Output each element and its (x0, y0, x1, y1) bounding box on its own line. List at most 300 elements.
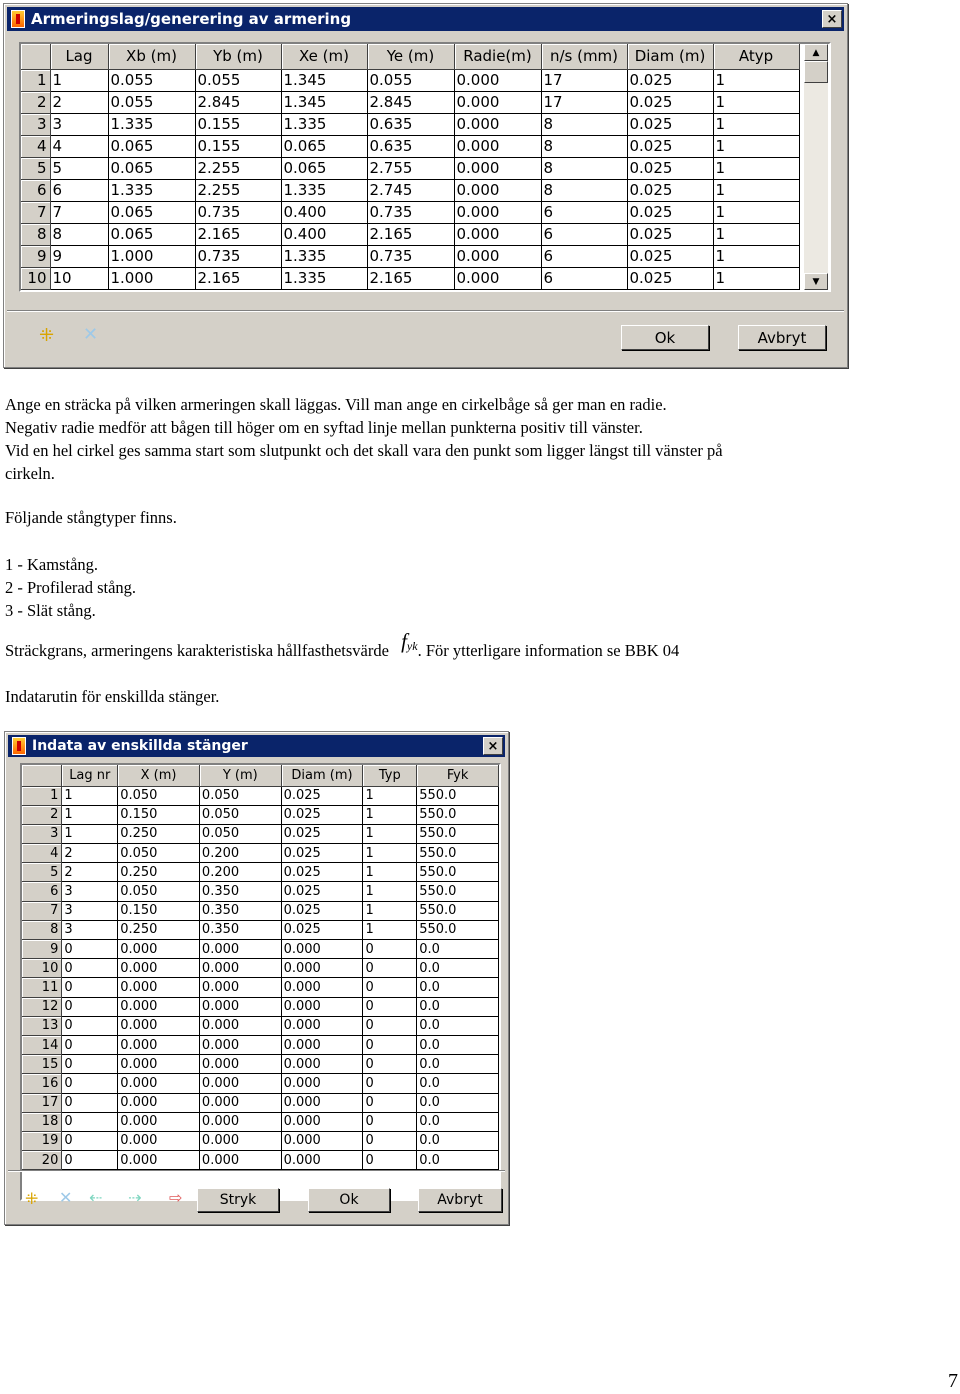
row-header[interactable]: 11 (22, 978, 62, 997)
table-cell[interactable]: 8 (50, 223, 108, 245)
scroll-thumb[interactable] (804, 61, 828, 83)
row-header[interactable]: 4 (21, 135, 50, 157)
table-cell[interactable]: 1 (363, 901, 417, 920)
table-cell[interactable]: 0.400 (281, 201, 367, 223)
column-header[interactable]: Atyp (713, 44, 799, 69)
fyk-letter: f (401, 629, 407, 653)
table-cell[interactable]: 0.025 (627, 179, 713, 201)
table-cell[interactable]: 2.845 (195, 91, 281, 113)
table-cell[interactable]: 0.055 (195, 69, 281, 91)
table-cell[interactable]: 0.065 (108, 135, 195, 157)
table-cell[interactable]: 0.000 (199, 997, 281, 1016)
table-cell[interactable]: 0.065 (108, 157, 195, 179)
table-cell[interactable]: 0.200 (199, 844, 281, 863)
table-cell[interactable]: 0 (363, 978, 417, 997)
column-header[interactable]: Typ (363, 765, 417, 786)
table-cell[interactable]: 0 (363, 940, 417, 959)
table-cell[interactable]: 550.0 (417, 786, 499, 805)
table-cell[interactable]: 0.065 (108, 223, 195, 245)
table-cell[interactable]: 1 (363, 863, 417, 882)
table-cell[interactable]: 0.000 (281, 1093, 363, 1112)
table-cell[interactable]: 0.0 (417, 959, 499, 978)
table-cell[interactable]: 0.000 (199, 940, 281, 959)
table-cell[interactable]: 0.000 (454, 201, 541, 223)
cancel-button[interactable]: Avbryt (418, 1188, 502, 1212)
row-header[interactable]: 4 (22, 844, 62, 863)
table-cell[interactable]: 0.735 (195, 245, 281, 267)
table-cell[interactable]: 0.000 (454, 179, 541, 201)
table-cell[interactable]: 0.025 (281, 844, 363, 863)
table-cell[interactable]: 1 (713, 69, 799, 91)
table-cell[interactable]: 0.025 (627, 201, 713, 223)
table-cell[interactable]: 0 (62, 1131, 118, 1150)
row-header[interactable]: 3 (21, 113, 50, 135)
column-header[interactable]: Fyk (417, 765, 499, 786)
table-cell[interactable]: 8 (541, 113, 627, 135)
table-cell[interactable]: 0.0 (417, 1151, 499, 1170)
table-cell[interactable]: 0.400 (281, 223, 367, 245)
scroll-up-arrow[interactable]: ▲ (804, 44, 828, 61)
table-cell[interactable]: 1.335 (108, 113, 195, 135)
column-header[interactable]: X (m) (118, 765, 200, 786)
table-cell[interactable]: 0.150 (118, 901, 200, 920)
table-cell[interactable]: 7 (50, 201, 108, 223)
row-header[interactable]: 18 (22, 1112, 62, 1131)
table-cell[interactable]: 1.335 (281, 113, 367, 135)
paragraph-bar-types: Följande stångtyper finns. (5, 508, 177, 527)
table-cell[interactable]: 1 (62, 805, 118, 824)
generate-icon[interactable]: ⇨ (169, 1188, 183, 1207)
table-cell[interactable]: 0 (62, 1151, 118, 1170)
table-cell[interactable]: 0.025 (627, 113, 713, 135)
text-line: Negativ radie medför att bågen till höger om en syftad linje mellan punkterna positiv till vänster. (5, 418, 643, 437)
table-cell[interactable]: 0.065 (281, 135, 367, 157)
table-cell[interactable]: 0.000 (199, 1093, 281, 1112)
table-cell[interactable]: 2.745 (367, 179, 454, 201)
row-header[interactable]: 9 (21, 245, 50, 267)
table-cell[interactable]: 0.000 (454, 69, 541, 91)
strength-text: Sträckgrans, armeringens karakteristiska hållfasthetsvärde (5, 641, 389, 660)
table-row (21, 69, 799, 91)
table-cell[interactable]: 0.000 (118, 959, 200, 978)
column-header[interactable]: Yb (m) (195, 44, 281, 69)
column-header[interactable]: Ye (m) (367, 44, 454, 69)
row-header[interactable]: 15 (22, 1055, 62, 1074)
table-cell[interactable]: 0.0 (417, 978, 499, 997)
table-cell[interactable]: 0.0 (417, 1055, 499, 1074)
table-row (22, 997, 499, 1016)
table-cell[interactable]: 0.250 (118, 824, 200, 843)
table-cell[interactable]: 1.345 (281, 91, 367, 113)
ok-button[interactable]: Ok (308, 1188, 390, 1212)
vertical-scrollbar[interactable] (804, 44, 828, 290)
table-cell[interactable]: 1 (713, 179, 799, 201)
table-cell[interactable]: 2.165 (195, 267, 281, 289)
table-cell[interactable]: 0 (62, 997, 118, 1016)
table-cell[interactable]: 0.000 (281, 940, 363, 959)
column-header[interactable]: n/s (mm) (541, 44, 627, 69)
table-cell[interactable]: 0.200 (199, 863, 281, 882)
row-header[interactable]: 19 (22, 1131, 62, 1150)
table-cell[interactable]: 0.000 (118, 940, 200, 959)
table-cell[interactable]: 0.000 (281, 1112, 363, 1131)
table-cell[interactable]: 10 (50, 267, 108, 289)
table-cell[interactable]: 0.000 (199, 1055, 281, 1074)
app-icon (11, 10, 25, 28)
row-header[interactable]: 8 (21, 223, 50, 245)
add-row-icon[interactable]: ⁜ (25, 1189, 39, 1208)
row-header[interactable]: 7 (22, 901, 62, 920)
table-row (22, 959, 499, 978)
table-cell[interactable]: 0.000 (118, 1112, 200, 1131)
table-cell[interactable]: 17 (541, 69, 627, 91)
table-cell[interactable]: 0.000 (454, 157, 541, 179)
table-cell[interactable]: 2.755 (367, 157, 454, 179)
table-cell[interactable]: 550.0 (417, 901, 499, 920)
delete-row-icon[interactable]: ✕ (59, 1188, 73, 1207)
table-cell[interactable]: 0.000 (281, 978, 363, 997)
table-cell[interactable]: 0.0 (417, 940, 499, 959)
table-cell[interactable]: 0 (62, 978, 118, 997)
table-row (22, 1035, 499, 1054)
table-cell[interactable]: 5 (50, 157, 108, 179)
row-header[interactable]: 13 (22, 1016, 62, 1035)
table-cell[interactable]: 0.000 (199, 1151, 281, 1170)
table-cell[interactable]: 2.165 (367, 223, 454, 245)
table-cell[interactable]: 0.150 (118, 805, 200, 824)
table-row (22, 863, 499, 882)
table-cell[interactable]: 0 (363, 1131, 417, 1150)
row-header[interactable]: 12 (22, 997, 62, 1016)
table-cell[interactable]: 6 (541, 201, 627, 223)
table-cell[interactable]: 0.635 (367, 135, 454, 157)
table-cell[interactable]: 0.000 (199, 1016, 281, 1035)
table-cell[interactable]: 0.055 (367, 69, 454, 91)
table-cell[interactable]: 1 (363, 844, 417, 863)
table-cell[interactable]: 0 (363, 997, 417, 1016)
table-cell[interactable]: 0.000 (281, 1035, 363, 1054)
table-cell[interactable]: 0.000 (454, 135, 541, 157)
table-cell[interactable]: 1 (713, 223, 799, 245)
column-header[interactable]: Xe (m) (281, 44, 367, 69)
table-cell[interactable]: 550.0 (417, 805, 499, 824)
table-row (22, 786, 499, 805)
table-cell[interactable]: 1 (363, 920, 417, 939)
move-right-icon[interactable]: ⇢ (128, 1188, 142, 1207)
table-cell[interactable]: 2.255 (195, 179, 281, 201)
table-cell[interactable]: 1 (713, 157, 799, 179)
table-cell[interactable]: 0.0 (417, 1074, 499, 1093)
table-cell[interactable]: 8 (541, 179, 627, 201)
table-cell[interactable]: 1.000 (108, 245, 195, 267)
table-cell[interactable]: 8 (541, 157, 627, 179)
cancel-button[interactable]: Avbryt (738, 325, 826, 350)
table-cell[interactable]: 0.000 (118, 1055, 200, 1074)
table-cell[interactable]: 0.250 (118, 863, 200, 882)
table-cell[interactable]: 1 (713, 201, 799, 223)
table-cell[interactable]: 17 (541, 91, 627, 113)
table-cell[interactable]: 0.000 (199, 959, 281, 978)
table-cell[interactable]: 0.025 (627, 69, 713, 91)
table-cell[interactable]: 550.0 (417, 844, 499, 863)
table-cell[interactable]: 0.050 (199, 824, 281, 843)
row-header[interactable]: 10 (21, 267, 50, 289)
table-cell[interactable]: 0.025 (281, 901, 363, 920)
table-cell[interactable]: 0.350 (199, 882, 281, 901)
table-cell[interactable]: 1 (363, 882, 417, 901)
table-cell[interactable]: 0 (62, 940, 118, 959)
table-cell[interactable]: 0.350 (199, 920, 281, 939)
table-cell[interactable]: 0.000 (118, 997, 200, 1016)
row-header[interactable]: 17 (22, 1093, 62, 1112)
table-cell[interactable]: 0.000 (281, 1016, 363, 1035)
column-header[interactable]: Lag nr (62, 765, 118, 786)
table-cell[interactable]: 0.000 (118, 1131, 200, 1150)
add-row-icon[interactable]: ⁜ (39, 325, 55, 346)
table-cell[interactable]: 1 (50, 69, 108, 91)
table-cell[interactable]: 0.055 (108, 91, 195, 113)
table-cell[interactable]: 0 (62, 1016, 118, 1035)
table-cell[interactable]: 0.025 (627, 223, 713, 245)
table-cell[interactable]: 0.000 (118, 1093, 200, 1112)
table-cell[interactable]: 0.025 (627, 267, 713, 289)
table-cell[interactable]: 0 (363, 1151, 417, 1170)
table-cell[interactable]: 6 (541, 245, 627, 267)
column-header[interactable]: Radie(m) (454, 44, 541, 69)
table-cell[interactable]: 2 (62, 844, 118, 863)
table-row (22, 940, 499, 959)
table-cell[interactable]: 0 (363, 1055, 417, 1074)
table-cell[interactable]: 0.000 (118, 1074, 200, 1093)
table-cell[interactable]: 0.000 (199, 1035, 281, 1054)
table-cell[interactable]: 0 (62, 1093, 118, 1112)
row-header[interactable]: 16 (22, 1074, 62, 1093)
row-header[interactable]: 20 (22, 1151, 62, 1170)
column-header[interactable]: Lag (50, 44, 108, 69)
table-cell[interactable]: 6 (541, 267, 627, 289)
table-cell[interactable]: 0.025 (281, 824, 363, 843)
table-cell[interactable]: 1 (62, 786, 118, 805)
table-cell[interactable]: 1 (363, 786, 417, 805)
bar-type-item: 2 - Profilerad stång. (5, 578, 137, 597)
table-cell[interactable]: 0.050 (118, 786, 200, 805)
table-cell[interactable]: 550.0 (417, 920, 499, 939)
row-header[interactable]: 7 (21, 201, 50, 223)
row-header[interactable]: 6 (21, 179, 50, 201)
table-cell[interactable]: 0.025 (627, 91, 713, 113)
table-cell[interactable]: 0.065 (108, 201, 195, 223)
row-header[interactable]: 6 (22, 882, 62, 901)
table-cell[interactable]: 0.0 (417, 1131, 499, 1150)
table-cell[interactable]: 0.025 (281, 786, 363, 805)
table-cell[interactable]: 0.0 (417, 1016, 499, 1035)
table-cell[interactable]: 0.000 (454, 245, 541, 267)
table-cell[interactable]: 0.025 (281, 920, 363, 939)
table-cell[interactable]: 0.000 (454, 223, 541, 245)
table-cell[interactable]: 1 (713, 113, 799, 135)
column-header[interactable]: Y (m) (199, 765, 281, 786)
row-header[interactable]: 9 (22, 940, 62, 959)
table-cell[interactable]: 0 (363, 1074, 417, 1093)
table-cell[interactable]: 0.025 (281, 863, 363, 882)
table-cell[interactable]: 0.055 (108, 69, 195, 91)
table-cell[interactable]: 0.0 (417, 1093, 499, 1112)
table-cell[interactable]: 0.025 (627, 135, 713, 157)
move-left-icon[interactable]: ⇠ (89, 1188, 103, 1207)
table-cell[interactable]: 4 (50, 135, 108, 157)
table-cell[interactable]: 3 (62, 920, 118, 939)
column-header[interactable]: Diam (m) (281, 765, 363, 786)
table-cell[interactable]: 0.000 (118, 978, 200, 997)
table-cell[interactable]: 1 (713, 245, 799, 267)
table-cell[interactable]: 3 (62, 882, 118, 901)
table-cell[interactable]: 0.155 (195, 113, 281, 135)
table-cell[interactable]: 2.845 (367, 91, 454, 113)
table-cell[interactable]: 0 (363, 959, 417, 978)
table-cell[interactable]: 0.735 (367, 245, 454, 267)
table-cell[interactable]: 0.155 (195, 135, 281, 157)
table-cell[interactable]: 0.025 (281, 805, 363, 824)
table-cell[interactable]: 1 (363, 824, 417, 843)
table-cell[interactable]: 0.025 (627, 245, 713, 267)
table-cell[interactable]: 0.0 (417, 1112, 499, 1131)
table-cell[interactable]: 1.345 (281, 69, 367, 91)
table-cell[interactable]: 0.000 (281, 1074, 363, 1093)
table-cell[interactable]: 0.000 (118, 1151, 200, 1170)
table-cell[interactable]: 2.165 (195, 223, 281, 245)
table-cell[interactable]: 0 (62, 1112, 118, 1131)
table-cell[interactable]: 0 (62, 1074, 118, 1093)
table-cell[interactable]: 0 (363, 1035, 417, 1054)
table-cell[interactable]: 1 (62, 824, 118, 843)
row-header[interactable]: 2 (21, 91, 50, 113)
table-cell[interactable]: 0.735 (367, 201, 454, 223)
table-cell[interactable]: 0 (363, 1016, 417, 1035)
table-cell[interactable]: 0 (62, 959, 118, 978)
table-cell[interactable]: 0.025 (627, 157, 713, 179)
dialog-title-bar[interactable] (8, 735, 505, 757)
table-cell[interactable]: 0.000 (454, 91, 541, 113)
row-header[interactable]: 2 (22, 805, 62, 824)
table-row (21, 113, 799, 135)
row-header[interactable]: 5 (22, 863, 62, 882)
table-cell[interactable]: 0.000 (281, 1151, 363, 1170)
table-cell[interactable]: 0 (363, 1093, 417, 1112)
row-header[interactable]: 3 (22, 824, 62, 843)
table-cell[interactable]: 2.165 (367, 267, 454, 289)
column-header[interactable]: Xb (m) (108, 44, 195, 69)
grid-corner (22, 765, 62, 786)
table-cell[interactable]: 0.000 (454, 113, 541, 135)
table-cell[interactable]: 0.000 (199, 978, 281, 997)
table-cell[interactable]: 1 (713, 91, 799, 113)
row-header[interactable]: 14 (22, 1035, 62, 1054)
table-cell[interactable]: 3 (62, 901, 118, 920)
bar-type-item: 1 - Kamstång. (5, 555, 99, 574)
table-cell[interactable]: 0 (62, 1035, 118, 1054)
table-cell[interactable]: 1.335 (281, 267, 367, 289)
table-cell[interactable]: 2 (50, 91, 108, 113)
table-cell[interactable]: 3 (50, 113, 108, 135)
table-cell[interactable]: 0.050 (118, 844, 200, 863)
table-cell[interactable]: 1.335 (281, 245, 367, 267)
paragraph-intro (5, 393, 765, 485)
close-button[interactable]: × (822, 10, 842, 28)
page-number: 7 (948, 1370, 958, 1392)
table-cell[interactable]: 0 (62, 1055, 118, 1074)
table-cell[interactable]: 1.000 (108, 267, 195, 289)
close-button[interactable]: × (483, 737, 503, 755)
table-cell[interactable]: 1.335 (108, 179, 195, 201)
table-cell[interactable]: 0.050 (199, 805, 281, 824)
table-cell[interactable]: 0 (363, 1112, 417, 1131)
table-cell[interactable]: 0.000 (199, 1112, 281, 1131)
dialog-enskillda-stanger (4, 731, 509, 1225)
delete-row-icon[interactable]: ✕ (83, 324, 99, 345)
table-cell[interactable]: 9 (50, 245, 108, 267)
table-cell[interactable]: 0.000 (281, 1055, 363, 1074)
table-cell[interactable]: 0.000 (199, 1131, 281, 1150)
table-cell[interactable]: 0.000 (281, 959, 363, 978)
stryk-button[interactable]: Stryk (197, 1188, 279, 1212)
table-cell[interactable]: 0.000 (454, 267, 541, 289)
table-cell[interactable]: 0.250 (118, 920, 200, 939)
table-cell[interactable]: 0.050 (118, 882, 200, 901)
table-cell[interactable]: 550.0 (417, 824, 499, 843)
row-header[interactable]: 5 (21, 157, 50, 179)
row-header[interactable]: 8 (22, 920, 62, 939)
column-header[interactable]: Diam (m) (627, 44, 713, 69)
table-cell[interactable]: 0.0 (417, 1035, 499, 1054)
bar-type-list (5, 553, 765, 622)
row-header[interactable]: 10 (22, 959, 62, 978)
table-cell[interactable]: 1 (713, 267, 799, 289)
table-cell[interactable]: 6 (541, 223, 627, 245)
table-row (22, 1112, 499, 1131)
table-cell[interactable]: 2.255 (195, 157, 281, 179)
table-cell[interactable]: 1.335 (281, 179, 367, 201)
dialog-title-bar[interactable] (7, 7, 844, 31)
table-cell[interactable]: 1 (363, 805, 417, 824)
table-cell[interactable]: 550.0 (417, 882, 499, 901)
table-cell[interactable]: 550.0 (417, 863, 499, 882)
table-cell[interactable]: 0.000 (199, 1074, 281, 1093)
table-cell[interactable]: 0.0 (417, 997, 499, 1016)
table-cell[interactable]: 0.065 (281, 157, 367, 179)
table-cell[interactable]: 0.000 (281, 1131, 363, 1150)
row-header[interactable]: 1 (22, 786, 62, 805)
ok-button[interactable]: Ok (621, 325, 709, 350)
table-cell[interactable]: 0.350 (199, 901, 281, 920)
table-cell[interactable]: 0.735 (195, 201, 281, 223)
scroll-down-arrow[interactable]: ▼ (804, 273, 828, 290)
table-cell[interactable]: 0.635 (367, 113, 454, 135)
table-cell[interactable]: 0.000 (118, 1035, 200, 1054)
table-cell[interactable]: 2 (62, 863, 118, 882)
table-cell[interactable]: 8 (541, 135, 627, 157)
table-cell[interactable]: 0.000 (118, 1016, 200, 1035)
table-row (22, 978, 499, 997)
table-row (22, 805, 499, 824)
table-cell[interactable]: 0.000 (281, 997, 363, 1016)
table-cell[interactable]: 6 (50, 179, 108, 201)
row-header[interactable]: 1 (21, 69, 50, 91)
table-row (22, 1055, 499, 1074)
table-cell[interactable]: 1 (713, 135, 799, 157)
paragraph-strength (5, 629, 805, 666)
table-cell[interactable]: 0.050 (199, 786, 281, 805)
table-cell[interactable]: 0.025 (281, 882, 363, 901)
